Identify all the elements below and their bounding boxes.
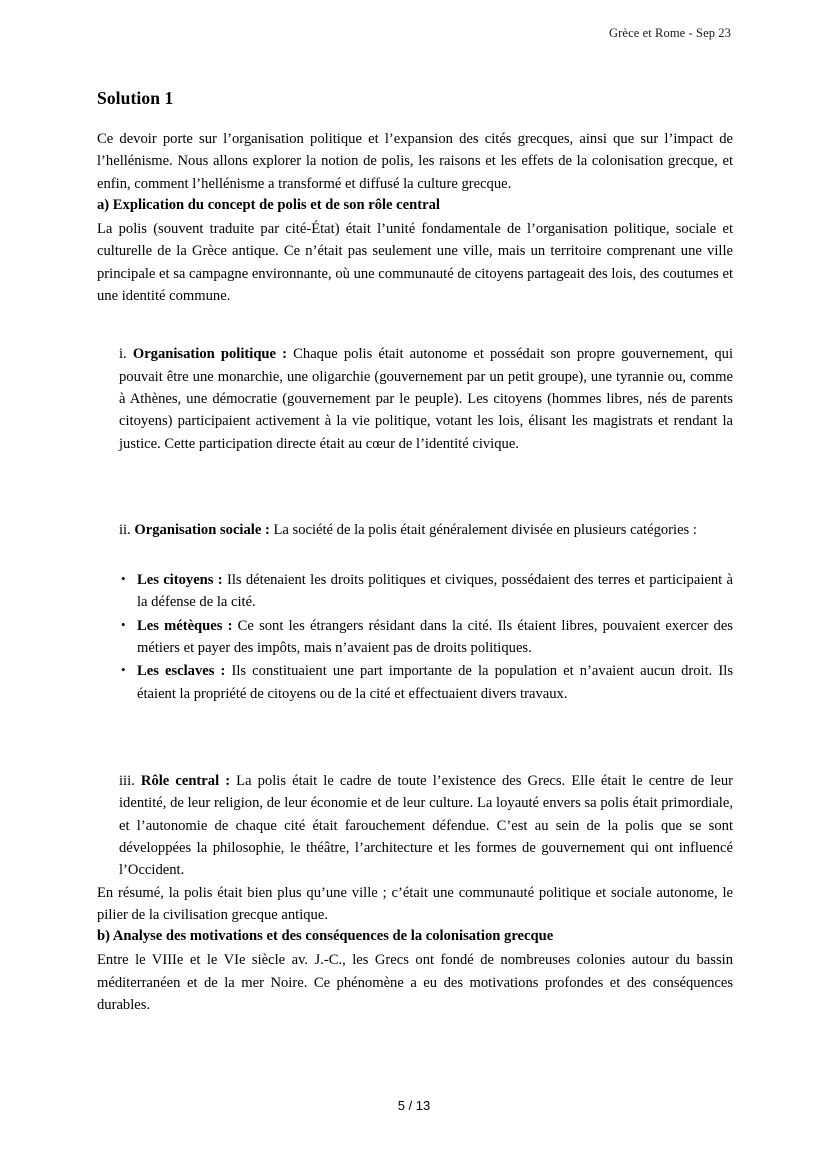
section-body-a: La polis (souvent traduite par cité-État) était l’unité fondamentale de l’organisation politique, sociale et culturelle de la Grèce antique. Ce n’était pas seulement une ville, mais un territoire comprenant une ville principale et sa campagne environnante, où une communauté de citoyens partageait des lois, des coutumes et une identité commune. <box>97 220 733 304</box>
running-header: Grèce et Rome - Sep 23 <box>609 26 731 40</box>
page-footer <box>0 1098 828 1113</box>
list-item <box>119 660 733 705</box>
list-item-lead: Les métèques : <box>137 617 233 634</box>
numbered-item-iii <box>119 770 733 882</box>
numbered-item-iii-marker: iii. <box>119 773 135 790</box>
social-categories-list <box>119 569 733 705</box>
numbered-item-ii-marker: ii. <box>119 521 131 538</box>
document-content <box>97 88 733 1016</box>
list-item <box>119 569 733 614</box>
numbered-item-iii-text: La polis était le cadre de toute l’existence des Grecs. Elle était le centre de leur identité, de leur religion, de leur économie et de leur culture. La loyauté envers sa polis était primordiale, et l’autonomie de chaque cité était farouchement défendue. C’est au sein de la polis que se sont développées la philosophie, le théâtre, l’architecture et les formes de gouvernement qui ont influencé l’Occident. <box>119 773 733 879</box>
numbered-item-ii-text: La société de la polis était généralement divisée en plusieurs catégories : <box>269 521 697 538</box>
numbered-item-i-text: Chaque polis était autonome et possédait son propre gouvernement, qui pouvait être une monarchie, une oligarchie (gouvernement par un petit groupe), une tyrannie ou, comme à Athènes, une démocratie (gouvernement par le peuple). Les citoyens (hommes libres, nés de parents citoyens) participaient activement à la vie politique, votant les lois, élisant les magistrats et rendant la justice. Cette participation directe était au cœur de l’identité civique. <box>119 346 733 452</box>
summary-paragraph: En résumé, la polis était bien plus qu’une ville ; c’était une communauté politique et sociale autonome, le pilier de la civilisation grecque antique. <box>97 884 733 924</box>
numbered-item-i <box>119 343 733 455</box>
numbered-item-ii <box>119 519 733 541</box>
section-heading-b: b) Analyse des motivations et des conséquences de la colonisation grecque <box>97 928 554 945</box>
list-item-text: Ce sont les étrangers résidant dans la cité. Ils étaient libres, pouvaient exercer des métiers et payer des impôts, mais n’avaient pas de droits politiques. <box>137 617 733 657</box>
list-item-text: Ils constituaient une part importante de la population et n’avaient aucun droit. Ils étaient la propriété de citoyens ou de la cité et effectuaient divers travaux. <box>137 663 733 702</box>
page-title: Solution 1 <box>97 88 174 108</box>
list-item <box>119 615 733 660</box>
section-heading-a: a) Explication du concept de polis et de son rôle central <box>97 196 440 213</box>
numbered-item-ii-lead: Organisation sociale : <box>134 521 270 538</box>
section-body-b: Entre le VIIIe et le VIe siècle av. J.-C., les Grecs ont fondé de nombreuses colonies autour du bassin méditerranéen et de la mer Noire. Ce phénomène a eu des motivations profondes et des conséquences durables. <box>97 952 733 1013</box>
numbered-item-i-marker: i. <box>119 346 127 363</box>
page-number: 5 / 13 <box>397 1098 431 1113</box>
list-item-lead: Les citoyens : <box>137 572 223 589</box>
numbered-item-iii-lead: Rôle central : <box>140 773 231 790</box>
intro-paragraph: Ce devoir porte sur l’organisation politique et l’expansion des cités grecques, ainsi que sur l’impact de l’hellénisme. Nous allons explorer la notion de polis, les raisons et les effets de la colonisation grecque, et enfin, comment l’hellénisme a transformé et diffusé la culture grecque. <box>97 131 733 192</box>
list-item-lead: Les esclaves : <box>137 663 226 680</box>
list-item-text: Ils détenaient les droits politiques et civiques, possédaient des terres et participaient à la défense de la cité. <box>137 572 733 611</box>
numbered-item-i-lead: Organisation politique : <box>132 346 288 363</box>
